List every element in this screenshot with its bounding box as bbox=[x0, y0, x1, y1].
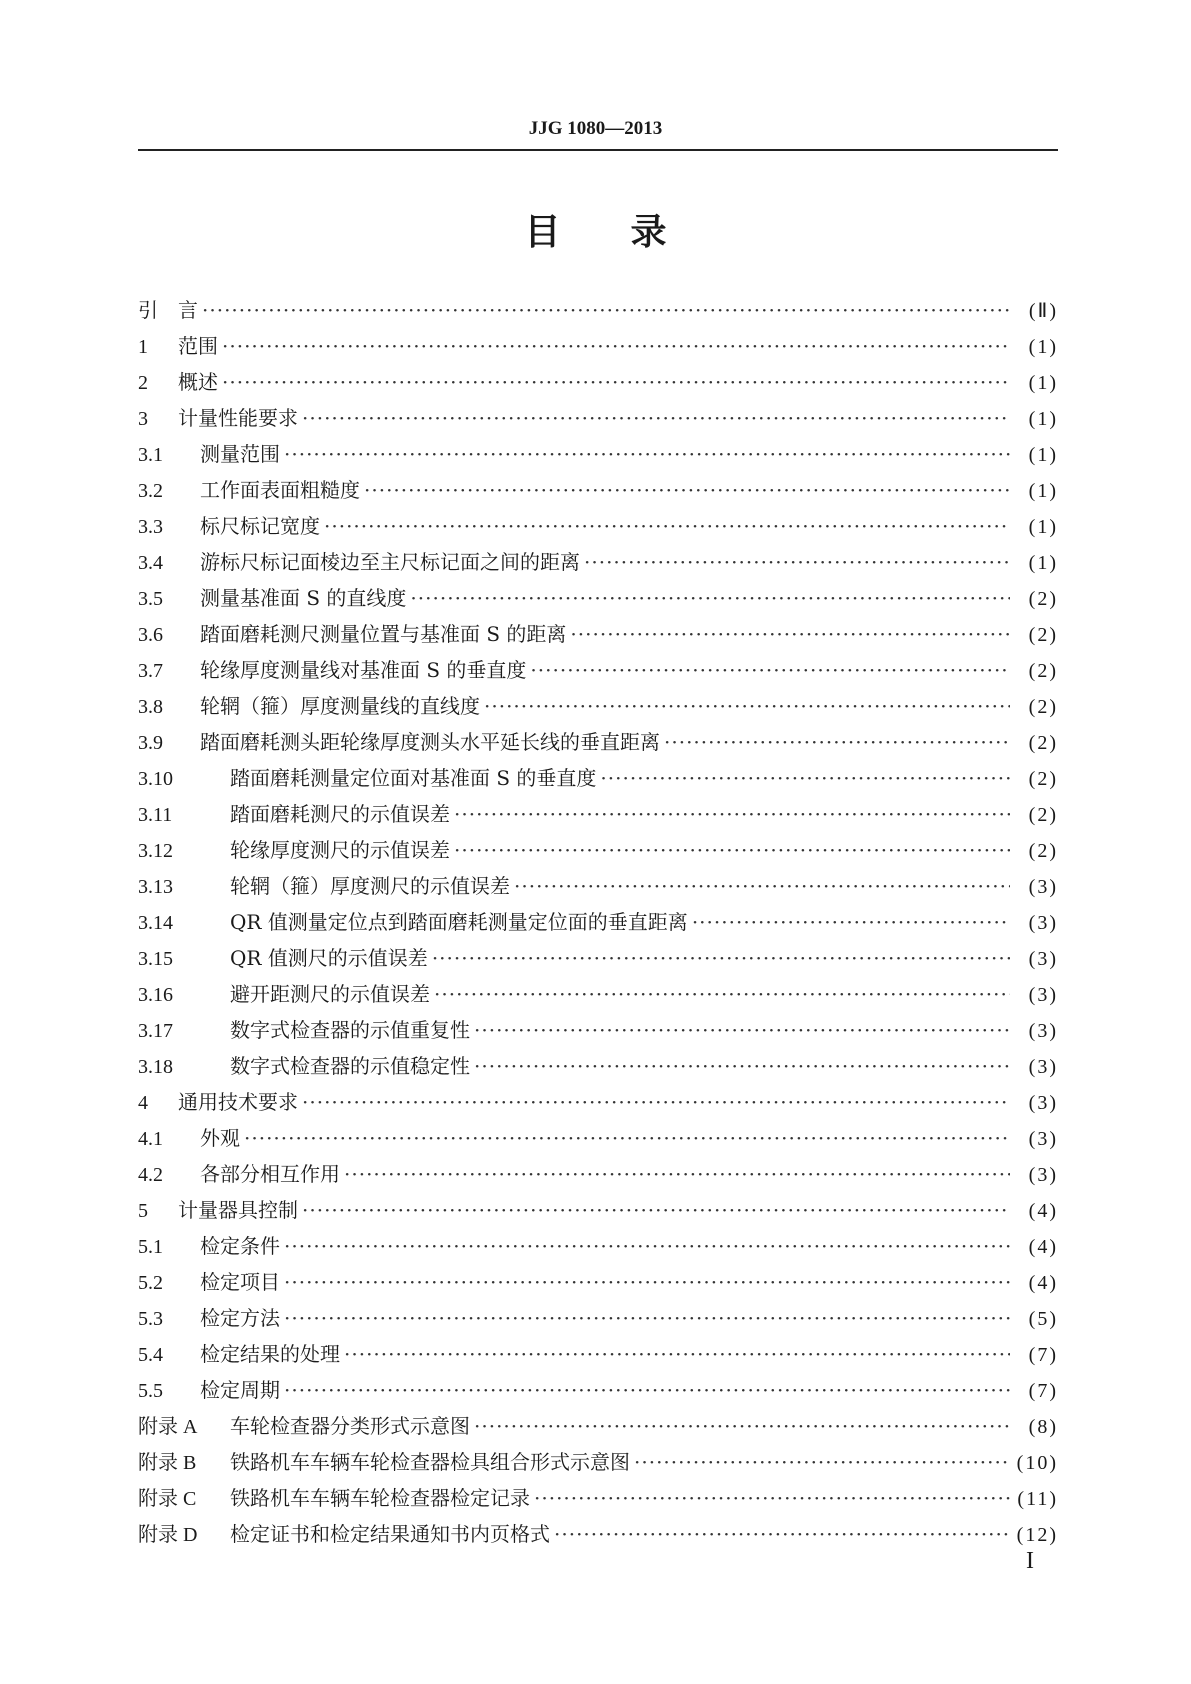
toc-entry-page: (11) bbox=[1017, 1488, 1058, 1510]
toc-entry-number: 附录 A bbox=[138, 1416, 198, 1438]
toc-entry[interactable] bbox=[138, 1156, 1058, 1192]
toc-entry-page: (12) bbox=[1016, 1524, 1058, 1546]
toc-entry-label: 车轮检查器分类形式示意图 bbox=[230, 1414, 470, 1438]
toc-entry-page: (3) bbox=[1028, 912, 1058, 934]
dot-leader bbox=[284, 1372, 1010, 1408]
toc-entry-page: (3) bbox=[1028, 1056, 1058, 1078]
toc-entry-page: (1) bbox=[1028, 480, 1058, 502]
toc-entry[interactable] bbox=[138, 364, 1058, 400]
dot-leader bbox=[432, 940, 1010, 976]
dot-leader bbox=[302, 1192, 1010, 1228]
toc-entry[interactable] bbox=[138, 940, 1058, 976]
toc-entry-number: 3.11 bbox=[138, 804, 173, 826]
toc-entry-label: 踏面磨耗测尺测量位置与基准面 S 的距离 bbox=[200, 622, 567, 646]
toc-entry-page: (3) bbox=[1028, 1164, 1058, 1186]
toc-entry-label: 标尺标记宽度 bbox=[200, 514, 320, 538]
dot-leader bbox=[664, 724, 1010, 760]
toc-entry-number: 5.4 bbox=[138, 1344, 163, 1366]
toc-entry-page: (3) bbox=[1028, 1128, 1058, 1150]
toc-entry-label: 检定方法 bbox=[200, 1306, 280, 1330]
toc-entry-number: 3.4 bbox=[138, 552, 163, 574]
toc-entry-page: (4) bbox=[1028, 1236, 1058, 1258]
toc-entry-label: 游标尺标记面棱边至主尺标记面之间的距离 bbox=[200, 550, 580, 574]
toc-entry-number: 5.5 bbox=[138, 1380, 163, 1402]
dot-leader bbox=[514, 868, 1010, 904]
toc-entry-page: (2) bbox=[1028, 588, 1058, 610]
toc-entry-page: (7) bbox=[1028, 1380, 1058, 1402]
toc-entry[interactable] bbox=[138, 544, 1058, 580]
toc-entry-label: 数字式检查器的示值重复性 bbox=[230, 1018, 470, 1042]
toc-entry-page: (8) bbox=[1028, 1416, 1058, 1438]
toc-entry-label: 检定证书和检定结果通知书内页格式 bbox=[230, 1522, 550, 1546]
toc-entry-number: 3.15 bbox=[138, 948, 173, 970]
toc-entry-page: (3) bbox=[1028, 1092, 1058, 1114]
toc-entry-number: 3.6 bbox=[138, 624, 163, 646]
dot-leader bbox=[222, 328, 1010, 364]
toc-entry-number: 3.9 bbox=[138, 732, 163, 754]
toc-entry-number: 3.10 bbox=[138, 768, 173, 790]
toc-entry-label: 检定条件 bbox=[200, 1234, 280, 1258]
toc-entry-number: 3.18 bbox=[138, 1056, 173, 1078]
toc-entry[interactable] bbox=[138, 1012, 1058, 1048]
dot-leader bbox=[324, 508, 1010, 544]
toc-entry-number: 3.5 bbox=[138, 588, 163, 610]
toc-entry-page: (2) bbox=[1028, 840, 1058, 862]
dot-leader bbox=[284, 1300, 1010, 1336]
toc-entry[interactable] bbox=[138, 472, 1058, 508]
toc-entry[interactable] bbox=[138, 1372, 1058, 1408]
toc-entry[interactable] bbox=[138, 976, 1058, 1012]
toc-entry-label: 概述 bbox=[178, 370, 218, 394]
toc-entry[interactable] bbox=[138, 796, 1058, 832]
dot-leader bbox=[454, 832, 1010, 868]
toc-entry[interactable] bbox=[138, 328, 1058, 364]
toc-entry[interactable] bbox=[138, 1516, 1058, 1552]
toc-entry-number: 1 bbox=[138, 336, 148, 358]
toc-entry-number: 附录 B bbox=[138, 1452, 197, 1474]
toc-entry-number: 5 bbox=[138, 1200, 148, 1222]
dot-leader bbox=[474, 1048, 1010, 1084]
toc-entry[interactable] bbox=[138, 508, 1058, 544]
header-rule bbox=[138, 149, 1058, 151]
toc-entry-page: (1) bbox=[1028, 444, 1058, 466]
toc-entry[interactable] bbox=[138, 724, 1058, 760]
toc-entry-number: 3.16 bbox=[138, 984, 173, 1006]
dot-leader bbox=[410, 580, 1010, 616]
toc-entry-label: 范围 bbox=[178, 334, 218, 358]
toc-entry-number: 3.8 bbox=[138, 696, 163, 718]
toc-entry-number: 3.2 bbox=[138, 480, 163, 502]
toc-entry-page: (2) bbox=[1028, 732, 1058, 754]
toc-entry-number: 引 bbox=[138, 300, 158, 322]
toc-entry-label: 轮辋（箍）厚度测尺的示值误差 bbox=[230, 874, 510, 898]
toc-entry[interactable] bbox=[138, 292, 1058, 328]
toc-entry-label: 避开距测尺的示值误差 bbox=[230, 982, 430, 1006]
toc-entry-page: (2) bbox=[1028, 768, 1058, 790]
toc-entry-label: 通用技术要求 bbox=[178, 1090, 298, 1114]
toc-entry-label: 检定结果的处理 bbox=[200, 1342, 340, 1366]
toc-entry-page: (3) bbox=[1028, 1020, 1058, 1042]
toc-entry-label: 各部分相互作用 bbox=[200, 1162, 340, 1186]
toc-entry-number: 附录 C bbox=[138, 1488, 197, 1510]
toc-entry-number: 附录 D bbox=[138, 1524, 198, 1546]
toc-entry[interactable] bbox=[138, 1120, 1058, 1156]
toc-entry[interactable] bbox=[138, 1480, 1058, 1516]
toc-entry[interactable] bbox=[138, 616, 1058, 652]
toc-entry-page: (3) bbox=[1028, 948, 1058, 970]
page-number: I bbox=[1026, 1548, 1034, 1574]
dot-leader bbox=[364, 472, 1010, 508]
toc-entry[interactable] bbox=[138, 1444, 1058, 1480]
toc-entry-number: 2 bbox=[138, 372, 148, 394]
toc-entry-label: 计量器具控制 bbox=[178, 1198, 298, 1222]
toc-entry-number: 3.3 bbox=[138, 516, 163, 538]
toc-entry-label: 轮缘厚度测量线对基准面 S 的垂直度 bbox=[200, 658, 527, 682]
toc-entry-page: (2) bbox=[1028, 660, 1058, 682]
toc-entry-label: 踏面磨耗测尺的示值误差 bbox=[230, 802, 450, 826]
toc-entry-page: (2) bbox=[1028, 804, 1058, 826]
toc-entry[interactable] bbox=[138, 1084, 1058, 1120]
toc-entry-label: 铁路机车车辆车轮检查器检具组合形式示意图 bbox=[230, 1450, 630, 1474]
dot-leader bbox=[284, 436, 1010, 472]
dot-leader bbox=[202, 292, 1010, 328]
toc-entry-label: QR 值测尺的示值误差 bbox=[230, 946, 428, 970]
dot-leader bbox=[344, 1336, 1010, 1372]
toc-entry-number: 5.3 bbox=[138, 1308, 163, 1330]
toc-entry-label: 测量基准面 S 的直线度 bbox=[200, 586, 407, 610]
toc-entry[interactable] bbox=[138, 1264, 1058, 1300]
dot-leader bbox=[634, 1444, 1010, 1480]
toc-entry-label: 言 bbox=[178, 298, 198, 322]
toc-entry-number: 3 bbox=[138, 408, 148, 430]
toc-entry-label: 检定周期 bbox=[200, 1378, 280, 1402]
toc-entry[interactable] bbox=[138, 1192, 1058, 1228]
toc-entry-page: (1) bbox=[1028, 516, 1058, 538]
toc-entry-label: QR 值测量定位点到踏面磨耗测量定位面的垂直距离 bbox=[230, 910, 688, 934]
toc-entry-page: (1) bbox=[1028, 372, 1058, 394]
toc-entry-label: 轮辋（箍）厚度测量线的直线度 bbox=[200, 694, 480, 718]
toc-entry-number: 5.2 bbox=[138, 1272, 163, 1294]
toc-entry-label: 外观 bbox=[200, 1126, 240, 1150]
toc-entry[interactable] bbox=[138, 1228, 1058, 1264]
dot-leader bbox=[692, 904, 1010, 940]
toc-entry-label: 轮缘厚度测尺的示值误差 bbox=[230, 838, 450, 862]
table-of-contents bbox=[138, 292, 1058, 1552]
toc-entry-page: (Ⅱ) bbox=[1028, 300, 1058, 322]
toc-entry-number: 5.1 bbox=[138, 1236, 163, 1258]
toc-entry[interactable] bbox=[138, 868, 1058, 904]
dot-leader bbox=[474, 1408, 1010, 1444]
toc-entry-page: (1) bbox=[1028, 552, 1058, 574]
dot-leader bbox=[244, 1120, 1010, 1156]
toc-entry[interactable] bbox=[138, 436, 1058, 472]
toc-entry-label: 工作面表面粗糙度 bbox=[200, 478, 360, 502]
dot-leader bbox=[284, 1264, 1010, 1300]
toc-entry[interactable] bbox=[138, 400, 1058, 436]
toc-entry[interactable] bbox=[138, 760, 1058, 796]
toc-entry-page: (5) bbox=[1028, 1308, 1058, 1330]
dot-leader bbox=[454, 796, 1010, 832]
toc-entry-label: 踏面磨耗测量定位面对基准面 S 的垂直度 bbox=[230, 766, 597, 790]
toc-entry-label: 数字式检查器的示值稳定性 bbox=[230, 1054, 470, 1078]
toc-entry-page: (1) bbox=[1028, 336, 1058, 358]
dot-leader bbox=[530, 652, 1010, 688]
toc-entry-page: (4) bbox=[1028, 1200, 1058, 1222]
document-code-header: JJG 1080—2013 bbox=[528, 118, 663, 139]
toc-entry-label: 测量范围 bbox=[200, 442, 280, 466]
toc-entry-label: 踏面磨耗测头距轮缘厚度测头水平延长线的垂直距离 bbox=[200, 730, 660, 754]
dot-leader bbox=[484, 688, 1010, 724]
toc-entry[interactable] bbox=[138, 688, 1058, 724]
toc-entry-page: (1) bbox=[1028, 408, 1058, 430]
toc-entry-label: 铁路机车车辆车轮检查器检定记录 bbox=[230, 1486, 530, 1510]
toc-entry[interactable] bbox=[138, 1336, 1058, 1372]
dot-leader bbox=[600, 760, 1010, 796]
dot-leader bbox=[434, 976, 1010, 1012]
toc-entry-number: 3.13 bbox=[138, 876, 173, 898]
toc-entry-page: (7) bbox=[1028, 1344, 1058, 1366]
toc-entry-number: 3.14 bbox=[138, 912, 173, 934]
toc-entry-number: 3.12 bbox=[138, 840, 173, 862]
toc-entry-number: 3.17 bbox=[138, 1020, 173, 1042]
dot-leader bbox=[554, 1516, 1010, 1552]
toc-entry-number: 4.2 bbox=[138, 1164, 163, 1186]
toc-entry-number: 4 bbox=[138, 1092, 148, 1114]
toc-entry-label: 检定项目 bbox=[200, 1270, 280, 1294]
toc-entry-number: 4.1 bbox=[138, 1128, 163, 1150]
toc-entry[interactable] bbox=[138, 1408, 1058, 1444]
dot-leader bbox=[344, 1156, 1010, 1192]
dot-leader bbox=[534, 1480, 1010, 1516]
toc-entry[interactable] bbox=[138, 652, 1058, 688]
toc-entry[interactable] bbox=[138, 1300, 1058, 1336]
toc-entry-number: 3.1 bbox=[138, 444, 163, 466]
toc-entry[interactable] bbox=[138, 1048, 1058, 1084]
toc-entry-page: (3) bbox=[1028, 876, 1058, 898]
dot-leader bbox=[474, 1012, 1010, 1048]
dot-leader bbox=[302, 400, 1010, 436]
toc-entry-page: (2) bbox=[1028, 696, 1058, 718]
toc-entry[interactable] bbox=[138, 580, 1058, 616]
dot-leader bbox=[222, 364, 1010, 400]
page-title: 目录 bbox=[524, 212, 737, 253]
toc-entry[interactable] bbox=[138, 832, 1058, 868]
toc-entry-page: (10) bbox=[1016, 1452, 1058, 1474]
dot-leader bbox=[302, 1084, 1010, 1120]
toc-entry[interactable] bbox=[138, 904, 1058, 940]
toc-entry-page: (3) bbox=[1028, 984, 1058, 1006]
toc-entry-number: 3.7 bbox=[138, 660, 163, 682]
toc-entry-page: (2) bbox=[1028, 624, 1058, 646]
toc-entry-label: 计量性能要求 bbox=[178, 406, 298, 430]
toc-entry-page: (4) bbox=[1028, 1272, 1058, 1294]
dot-leader bbox=[584, 544, 1010, 580]
dot-leader bbox=[284, 1228, 1010, 1264]
dot-leader bbox=[570, 616, 1010, 652]
